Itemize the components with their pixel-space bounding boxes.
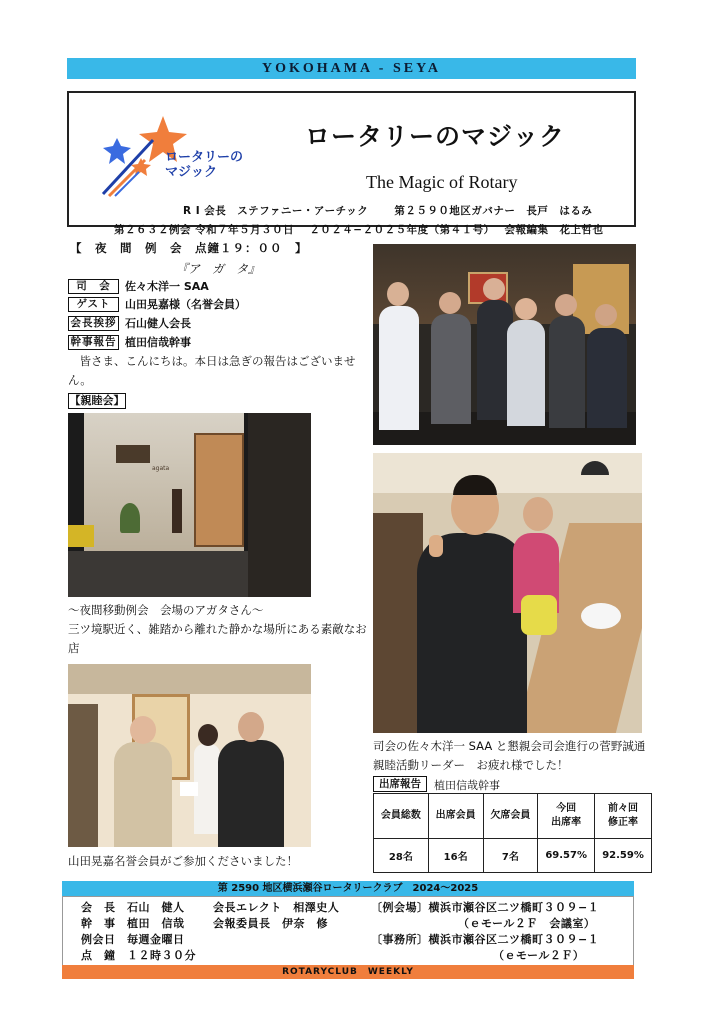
venue-entrance-photo — [68, 413, 311, 597]
role-row-mc — [68, 278, 209, 294]
role-row-president — [68, 315, 191, 331]
editor: 会報編集 花上哲也 — [504, 224, 604, 236]
night-meeting-heading: 【 夜 間 例 会 点鐘１９：００ 】 — [70, 241, 308, 255]
value-attending: 16名 — [428, 839, 483, 873]
group-photo — [373, 244, 636, 445]
caption-venue-title: ～夜間移動例会 会場のアガタさん～ — [68, 603, 264, 617]
district-governor: 第２５９０地区ガバナー 長戸 はるみ — [394, 205, 593, 217]
col-corrected-rate: 前々回 修正率 — [595, 794, 652, 839]
attendance-label: 出席報告 — [373, 776, 427, 792]
issue-line — [114, 222, 604, 237]
attendance-table — [373, 793, 652, 873]
title-en: The Magic of Rotary — [366, 172, 518, 192]
logo-text — [165, 150, 243, 180]
col-absent: 欠席会員 — [483, 794, 538, 839]
value-current-rate: 69.57% — [538, 839, 595, 873]
greeting-text: 皆さま、こんにちは。本日は急ぎの報告はございません。 — [68, 354, 356, 387]
footer-weekly: ROTARYCLUB WEEKLY — [62, 965, 634, 979]
col-total-members: 会員総数 — [374, 794, 429, 839]
footer-bell: 点 鐘 １２時３０分 — [81, 949, 196, 962]
role-label: 会長挨拶 — [68, 316, 119, 331]
footer-secretary: 幹 事 植田 信哉 — [81, 917, 185, 930]
col-attending: 出席会員 — [428, 794, 483, 839]
officers-line — [183, 203, 592, 218]
footer-president: 会 長 石山 健人 — [81, 901, 185, 914]
club-banner: YOKOHAMA - SEYA — [67, 58, 636, 79]
value-total-members: 28名 — [374, 839, 429, 873]
footer-venue-sub: （ｅモール２Ｆ 会議室） — [458, 917, 596, 930]
year-no: ２０２４−２０２５年度（第４１号） — [309, 224, 490, 236]
footer-office-sub: （ｅモール２Ｆ） — [493, 949, 585, 962]
attendance-secretary: 植田信哉幹事 — [434, 779, 500, 792]
role-name: 植田信哉幹事 — [125, 336, 191, 349]
title-jp: ロータリーのマジック — [305, 122, 566, 151]
footer-elect: 会長エレクト 相澤史人 — [213, 901, 340, 914]
role-row-secretary — [68, 334, 191, 350]
value-absent: 7名 — [483, 839, 538, 873]
shop-sign: agata — [152, 465, 170, 472]
col-current-rate: 今回 出席率 — [538, 794, 595, 839]
footer-body — [62, 896, 634, 966]
footer-office: 〔事務所〕横浜市瀬谷区二ツ橋町３０９−１ — [371, 933, 600, 946]
footer-meeting-day: 例会日 毎週金曜日 — [81, 933, 185, 946]
meeting-date: 令和７年５月３０日 — [195, 224, 295, 236]
footer-bulletin-chair: 会報委員長 伊奈 修 — [213, 917, 328, 930]
logo-text-line1: ロータリーの — [165, 150, 244, 165]
role-label: ゲスト — [68, 297, 119, 312]
venue-name: 『ア ガ タ』 — [176, 262, 261, 276]
role-label: 幹事報告 — [68, 335, 119, 350]
role-name: 石山健人会長 — [125, 317, 191, 330]
caption-sasaki: 司会の佐々木洋一 SAA と懇親会司会進行の菅野誠通親睦活動リーダー お疲れ様でした！ — [373, 739, 646, 772]
footer-club-line: 第 2590 地区横浜瀬谷ロータリークラブ 2024～2025 — [62, 881, 634, 896]
mc-thumbs-up-photo — [373, 453, 642, 733]
guest-greeting-photo — [68, 664, 311, 847]
role-name: 佐々木洋一 SAA — [125, 280, 209, 293]
ri-president: R I 会長 ステファニー・アーチック — [183, 205, 369, 217]
role-label: 司 会 — [68, 279, 119, 294]
caption-guest: 山田晃嘉名誉会員がご参加くださいました！ — [68, 854, 298, 868]
value-corrected-rate: 92.59% — [595, 839, 652, 873]
caption-venue-desc: 三ツ境駅近く、雑踏から離れた静かな場所にある素敵なお店 — [68, 622, 367, 655]
meeting-no: 第２６３２例会 — [114, 224, 191, 236]
social-tag: 【親睦会】 — [69, 394, 125, 407]
logo-text-line2: マジック — [165, 165, 218, 180]
role-name: 山田晃嘉様（名誉会員） — [125, 298, 246, 311]
footer-venue: 〔例会場〕横浜市瀬谷区二ツ橋町３０９−１ — [371, 901, 600, 914]
role-row-guest — [68, 296, 246, 312]
